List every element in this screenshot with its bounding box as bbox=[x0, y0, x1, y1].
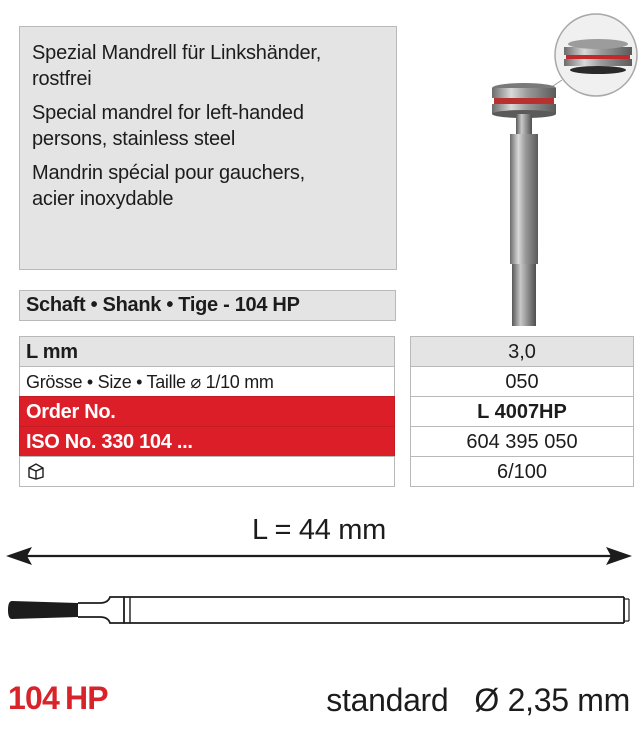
product-code-suffix: HP bbox=[65, 680, 108, 716]
description-fr: Mandrin spécial pour gauchers, acier inoxydable bbox=[32, 162, 306, 210]
row-label-iso-no: ISO No. 330 104 ... bbox=[19, 426, 395, 457]
package-icon bbox=[26, 462, 46, 480]
shank-spec bbox=[326, 682, 630, 719]
shank-type: standard bbox=[326, 682, 449, 718]
value-order-no: L 4007HP bbox=[410, 396, 634, 427]
description-box bbox=[19, 26, 397, 270]
value-package: 6/100 bbox=[410, 456, 634, 487]
description-de: Spezial Mandrell für Linkshänder, rostfrei bbox=[32, 42, 322, 90]
description-en: Special mandrel for left-handed persons, stainless steel bbox=[32, 102, 304, 150]
value-iso-no: 604 395 050 bbox=[410, 426, 634, 457]
shank-diameter: Ø 2,35 mm bbox=[474, 682, 630, 718]
row-label-length: L mm bbox=[19, 336, 395, 367]
spec-table-values bbox=[410, 336, 634, 487]
product-code bbox=[8, 680, 108, 717]
mandrel-product-image bbox=[470, 0, 638, 330]
row-label-size: Grösse • Size • Taille ⌀ 1/10 mm bbox=[19, 366, 395, 397]
dimension-label: L = 44 mm bbox=[251, 514, 387, 546]
row-label-package bbox=[19, 456, 395, 487]
value-size: 050 bbox=[410, 366, 634, 397]
row-label-order-no: Order No. bbox=[19, 396, 395, 427]
shank-header: Schaft • Shank • Tige - 104 HP bbox=[19, 290, 396, 321]
product-code-number: 104 bbox=[8, 680, 59, 716]
bur-drawing bbox=[0, 585, 638, 635]
spec-table-labels bbox=[19, 336, 395, 487]
value-length: 3,0 bbox=[410, 336, 634, 367]
